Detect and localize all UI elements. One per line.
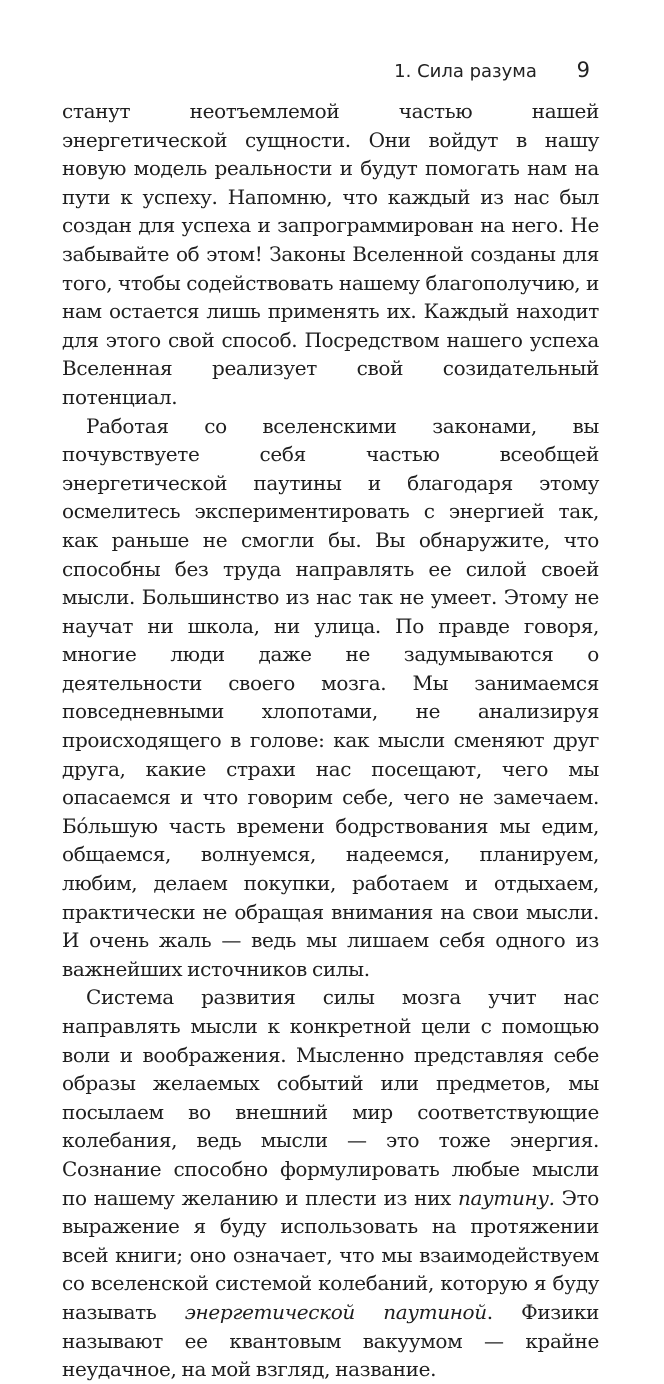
running-head	[394, 58, 590, 82]
chapter-title: 1. Сила разума	[394, 61, 537, 82]
paragraph	[62, 412, 599, 984]
text-run: станут неотъемлемой частью нашей энергетической сущности. Они войдут в нашу новую модель реальности и будут помогать нам на пути к успеху. Напомню, что каждый из нас был создан для успеха и запрограммирован на него. Не забывайте об этом! Законы Вселенной созданы для того, чтобы содействовать нашему благополучию, и нам остается лишь применять их. Каждый находит для этого свой способ. Посредством нашего успеха Вселенная реализует свой созидательный потенциал.	[62, 99, 599, 409]
text-run: . Физики называют ее квантовым вакуумом — крайне неудачное, на мой взгляд, название.	[62, 1299, 599, 1382]
page-number: 9	[576, 58, 590, 82]
paragraph	[62, 983, 599, 1383]
paragraph	[62, 97, 599, 412]
text-run: Работая со вселенскими законами, вы почувствуете себя частью всеобщей энергетической паутины и благодаря этому осмелитесь экспериментировать с энергией так, как раньше не смогли бы. Вы обнаружите, что способны без труда направлять ее силой своей мысли. Большинство из нас так не умеет. Этому не научат ни школа, ни улица. По правде говоря, многие люди даже не задумываются о деятельности своего мозга. Мы занимаемся повседневными хлопотами, не анализируя происходящего в голове: как мысли сменяют друг друга, какие страхи нас посещают, чего мы опасаемся и что говорим себе, чего не замечаем. Бóльшую часть времени бодрствования мы едим, общаемся, волнуемся, надеемся, планируем, любим, делаем покупки, работаем и отдыхаем, практически не обращая внимания на свои мысли. И очень жаль — ведь мы лишаем себя одного из важнейших источников силы.	[62, 413, 599, 981]
text-run: Это выражение я буду использовать на протяжении всей книги; оно означает, что мы взаимодействуем со вселенской системой колебаний, которую я буду называть	[62, 1185, 599, 1324]
italic-term: паутину.	[458, 1185, 555, 1210]
body-text	[62, 97, 599, 1384]
italic-term: энергетической паутиной	[184, 1299, 487, 1324]
text-run: Система развития силы мозга учит нас направлять мысли к конкретной цели с помощью воли и воображения. Мысленно представляя себе образы желаемых событий или предметов, мы посылаем во внешний мир соответствующие колебания, ведь мысли — это тоже энергия. Сознание способно формулировать любые мысли по нашему желанию и плести из них	[62, 985, 599, 1210]
